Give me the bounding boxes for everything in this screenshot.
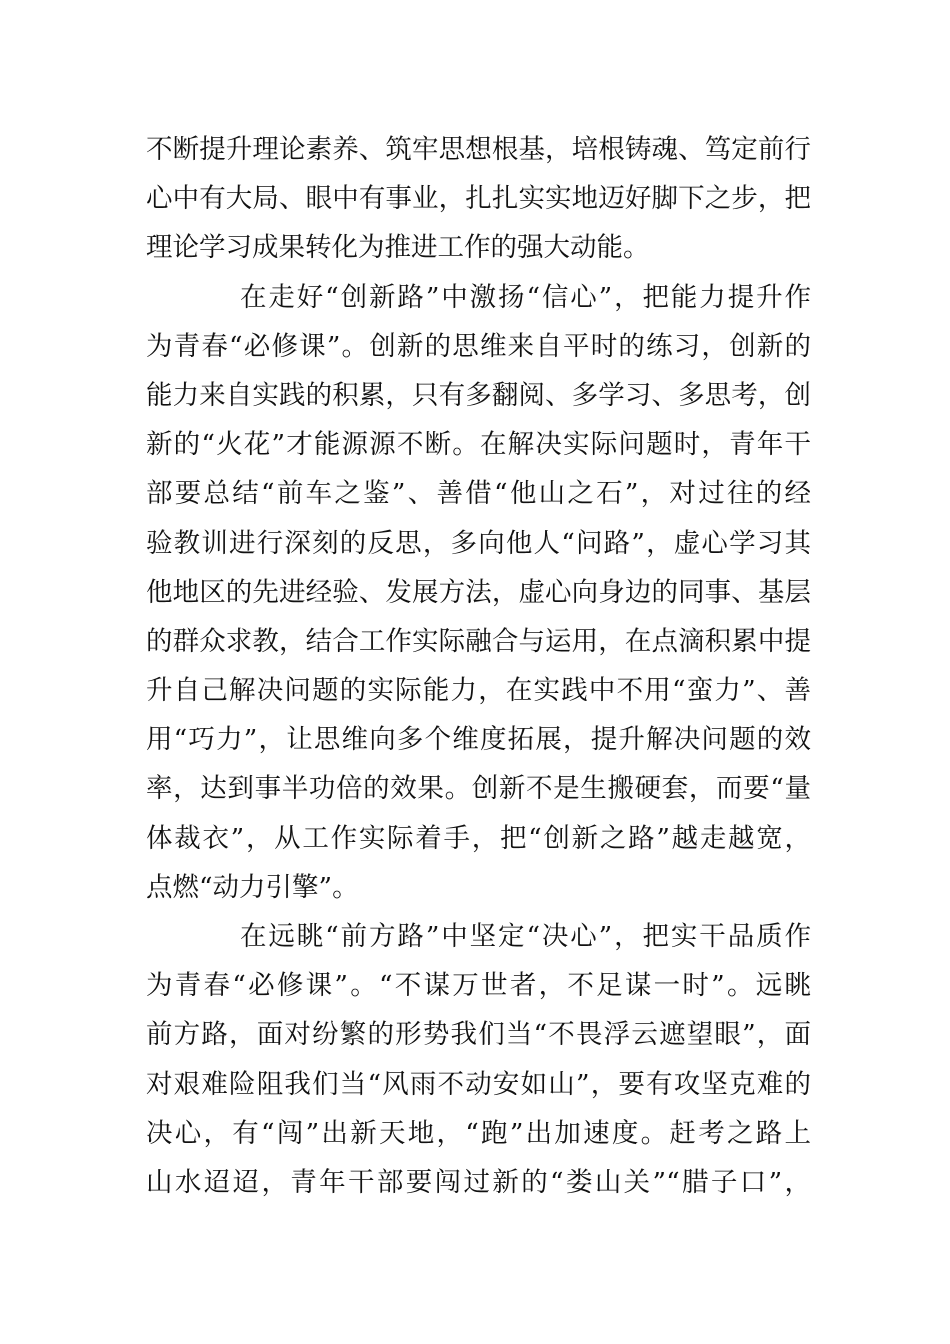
text-line: 能力来自实践的积累，只有多翻阅、多学习、多思考，创 — [146, 379, 811, 411]
text-line: 验教训进行深刻的反思，多向他人“问路”，虚心学习其 — [146, 527, 811, 559]
paragraph — [146, 273, 811, 912]
text-line: 新的“火花”才能源源不断。在解决实际问题时，青年干 — [146, 429, 811, 461]
text-line: 前方路，面对纷繁的形势我们当“不畏浮云遮望眼”，面 — [146, 1019, 811, 1051]
document-body — [146, 125, 811, 1207]
paragraph — [146, 125, 811, 273]
text-line: 为青春“必修课”。“不谋万世者，不足谋一时”。远眺 — [146, 970, 811, 1002]
text-line: 在走好“创新路”中激扬“信心”，把能力提升作 — [240, 281, 811, 313]
paragraph — [146, 912, 811, 1207]
text-line: 不断提升理论素养、筑牢思想根基，培根铸魂、笃定前行 — [146, 134, 811, 165]
text-line: 山水迢迢，青年干部要闯过新的“娄山关”“腊子口”， — [146, 1166, 811, 1198]
text-line: 在远眺“前方路”中坚定“决心”，把实干品质作 — [240, 921, 811, 952]
text-line: 升自己解决问题的实际能力，在实践中不用“蛮力”、善 — [146, 675, 811, 707]
text-line: 的群众求教，结合工作实际融合与运用，在点滴积累中提 — [146, 625, 811, 657]
text-line: 用“巧力”，让思维向多个维度拓展，提升解决问题的效 — [146, 724, 811, 756]
text-line: 体裁衣”，从工作实际着手，把“创新之路”越走越宽， — [146, 822, 811, 854]
text-line: 他地区的先进经验、发展方法，虚心向身边的同事、基层 — [146, 576, 811, 608]
text-line: 理论学习成果转化为推进工作的强大动能。 — [146, 232, 650, 264]
text-line: 点燃“动力引擎”。 — [146, 871, 359, 903]
text-line: 为青春“必修课”。创新的思维来自平时的练习，创新的 — [146, 330, 811, 362]
text-line: 决心，有“闯”出新天地，“跑”出加速度。赶考之路上 — [146, 1117, 811, 1149]
text-line: 对艰难险阻我们当“风雨不动安如山”，要有攻坚克难的 — [146, 1068, 811, 1100]
text-line: 率，达到事半功倍的效果。创新不是生搬硬套，而要“量 — [146, 773, 811, 805]
text-line: 部要总结“前车之鉴”、善借“他山之石”，对过往的经 — [146, 478, 811, 510]
text-line: 心中有大局、眼中有事业，扎扎实实地迈好脚下之步，把 — [146, 183, 811, 215]
